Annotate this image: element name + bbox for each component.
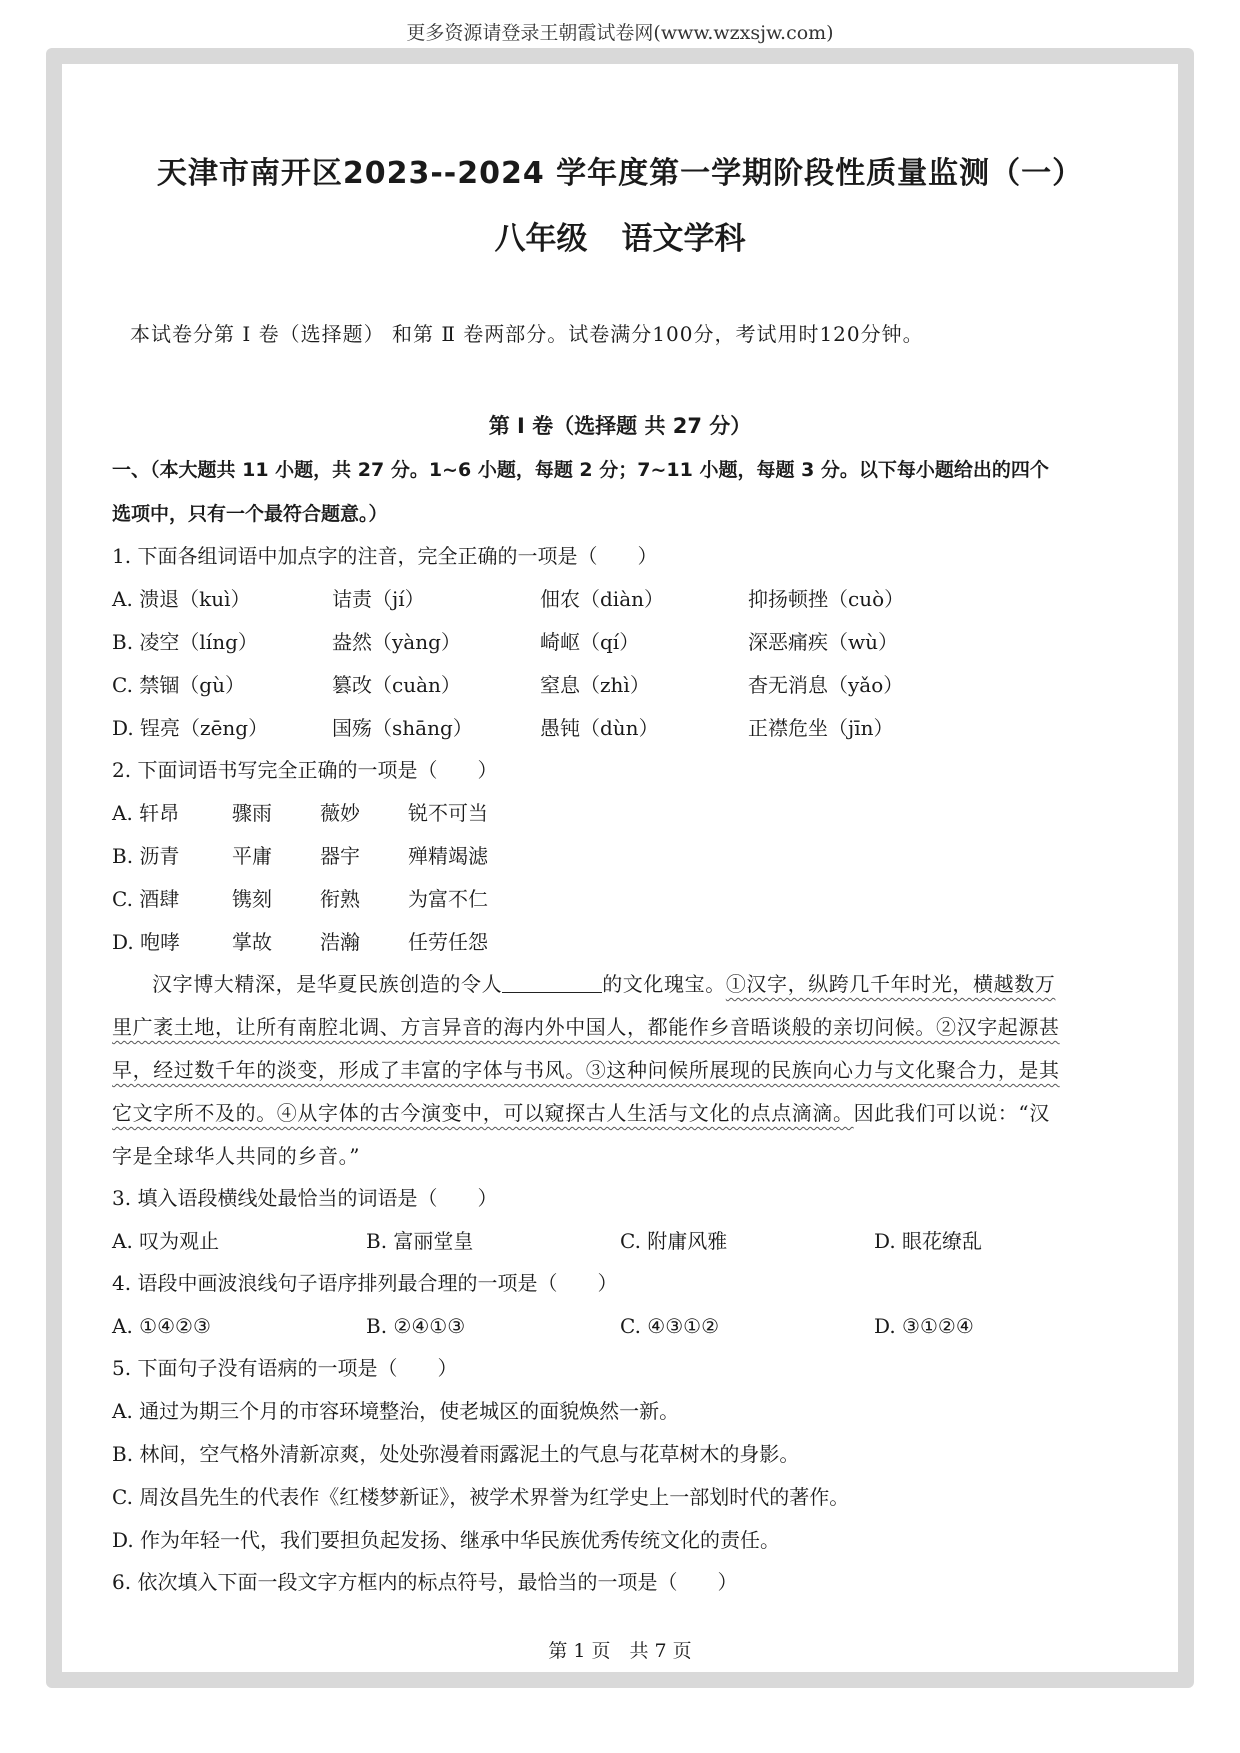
q1-option: 愚钝（dùn）: [540, 716, 659, 740]
passage-text: 的文化瑰宝。: [602, 972, 726, 996]
page-area: [62, 64, 1178, 1672]
passage-text: 因此我们可以说：“汉: [853, 1101, 1050, 1125]
q1-option: 窒息（zhì）: [540, 673, 650, 697]
subject-label: 语文学科: [621, 221, 746, 257]
grade-label: 八年级: [494, 221, 588, 257]
question-2-stem: 2. 下面词语书写完全正确的一项是（ ）: [112, 758, 498, 782]
q2-word: A. 轩昂: [112, 801, 180, 825]
page-number: 第 1 页 共 7 页: [548, 1640, 692, 1662]
q3-option-b: B. 富丽堂皇: [366, 1229, 474, 1253]
question-1-stem: 1. 下面各组词语中加点字的注音，完全正确的一项是（ ）: [112, 544, 658, 568]
passage-line-4: [112, 1099, 1050, 1127]
q1-option: 杳无消息（yǎo）: [748, 673, 904, 697]
q2-word: D. 咆哮: [112, 930, 181, 954]
fill-blank: [502, 974, 602, 993]
passage-line-2: 里广袤土地，让所有南腔北调、方言异音的海内外中国人，都能作乡音晤谈般的亲切问候。②汉字起源甚: [112, 1015, 1060, 1039]
q1-option: 抑扬顿挫（cuò）: [748, 587, 905, 611]
q3-option-a: A. 叹为观止: [112, 1229, 220, 1253]
question-5-stem: 5. 下面句子没有语病的一项是（ ）: [112, 1356, 458, 1380]
question-6-stem: 6. 依次填入下面一段文字方框内的标点符号，最恰当的一项是（ ）: [112, 1570, 738, 1594]
q5-option-d: D. 作为年轻一代，我们要担负起发扬、继承中华民族优秀传统文化的责任。: [112, 1528, 781, 1552]
q2-word: 掌故: [232, 930, 272, 954]
q1-option: C. 禁锢（gù）: [112, 673, 245, 697]
q2-word: 浩瀚: [320, 930, 360, 954]
q5-option-c: C. 周汝昌先生的代表作《红楼梦新证》，被学术界誉为红学史上一部划时代的著作。: [112, 1485, 850, 1509]
q2-word: 任劳任怨: [408, 930, 488, 954]
q4-option-b: B. ②④①③: [366, 1314, 466, 1338]
q2-word: 锐不可当: [408, 801, 488, 825]
q2-word: 骤雨: [232, 801, 272, 825]
q2-word: C. 酒肆: [112, 887, 180, 911]
passage-text: 汉字博大精深，是华夏民族创造的令人: [152, 972, 503, 996]
q2-word: 薇妙: [320, 801, 360, 825]
q1-option: 盎然（yàng）: [332, 630, 461, 654]
wavy-sentence: 它文字所不及的。④从字体的古今演变中，可以窥探古人生活与文化的点点滴滴。: [112, 1101, 854, 1125]
q1-option: 篡改（cuàn）: [332, 673, 461, 697]
q3-option-c: C. 附庸风雅: [620, 1229, 728, 1253]
q2-word: 衔熟: [320, 887, 360, 911]
section-title: 第 Ⅰ 卷（选择题 共 27 分）: [488, 414, 752, 438]
q2-word: 镌刻: [232, 887, 272, 911]
q1-option: 诘责（jí）: [332, 587, 425, 611]
q1-option: B. 凌空（líng）: [112, 630, 258, 654]
q5-option-b: B. 林间，空气格外清新凉爽，处处弥漫着雨露泥土的气息与花草树木的身影。: [112, 1442, 800, 1466]
part-heading-line-2: 选项中，只有一个最符合题意。）: [112, 503, 388, 525]
q1-option: 深恶痛疾（wù）: [748, 630, 898, 654]
q4-option-a: A. ①④②③: [112, 1314, 211, 1338]
q1-option: 佃农（diàn）: [540, 587, 665, 611]
q2-word: B. 沥青: [112, 844, 180, 868]
q2-word: 殚精竭滤: [408, 844, 488, 868]
question-3-stem: 3. 填入语段横线处最恰当的词语是（ ）: [112, 1186, 498, 1210]
header-note: 更多资源请登录王朝霞试卷网(www.wzxsjw.com): [406, 22, 834, 44]
passage-line-5: 字是全球华人共同的乡音。”: [112, 1144, 361, 1168]
q1-option: D. 锃亮（zēng）: [112, 716, 269, 740]
q2-word: 为富不仁: [408, 887, 488, 911]
passage-line-3: 早，经过数千年的淡变，形成了丰富的字体与书风。③这种问候所展现的民族向心力与文化聚合力，是其: [112, 1058, 1060, 1082]
q1-option: A. 溃退（kuì）: [112, 587, 251, 611]
q1-option: 国殇（shāng）: [332, 716, 473, 740]
page-title: 天津市南开区2023--2024 学年度第一学期阶段性质量监测（一）: [156, 156, 1084, 191]
question-4-stem: 4. 语段中画波浪线句子语序排列最合理的一项是（ ）: [112, 1271, 618, 1295]
q4-option-c: C. ④③①②: [620, 1314, 720, 1338]
q1-option: 正襟危坐（jīn）: [748, 716, 894, 740]
q4-option-d: D. ③①②④: [874, 1314, 974, 1338]
q2-word: 平庸: [232, 844, 272, 868]
exam-intro: 本试卷分第 Ⅰ 卷（选择题） 和第 Ⅱ 卷两部分。试卷满分100分，考试用时120分钟。: [130, 322, 924, 346]
q3-option-d: D. 眼花缭乱: [874, 1229, 983, 1253]
q1-option: 崎岖（qí）: [540, 630, 640, 654]
passage-line-1: [152, 970, 1055, 998]
wavy-sentence: ①汉字，纵跨几千年时光，横越数万: [725, 972, 1056, 996]
part-heading-line-1: 一、（本大题共 11 小题，共 27 分。1~6 小题，每题 2 分；7~11 小题，每题 3 分。以下每小题给出的四个: [112, 459, 1049, 481]
q5-option-a: A. 通过为期三个月的市容环境整治，使老城区的面貌焕然一新。: [112, 1399, 680, 1423]
q2-word: 器宇: [320, 844, 360, 868]
page-subtitle: [112, 213, 1128, 258]
